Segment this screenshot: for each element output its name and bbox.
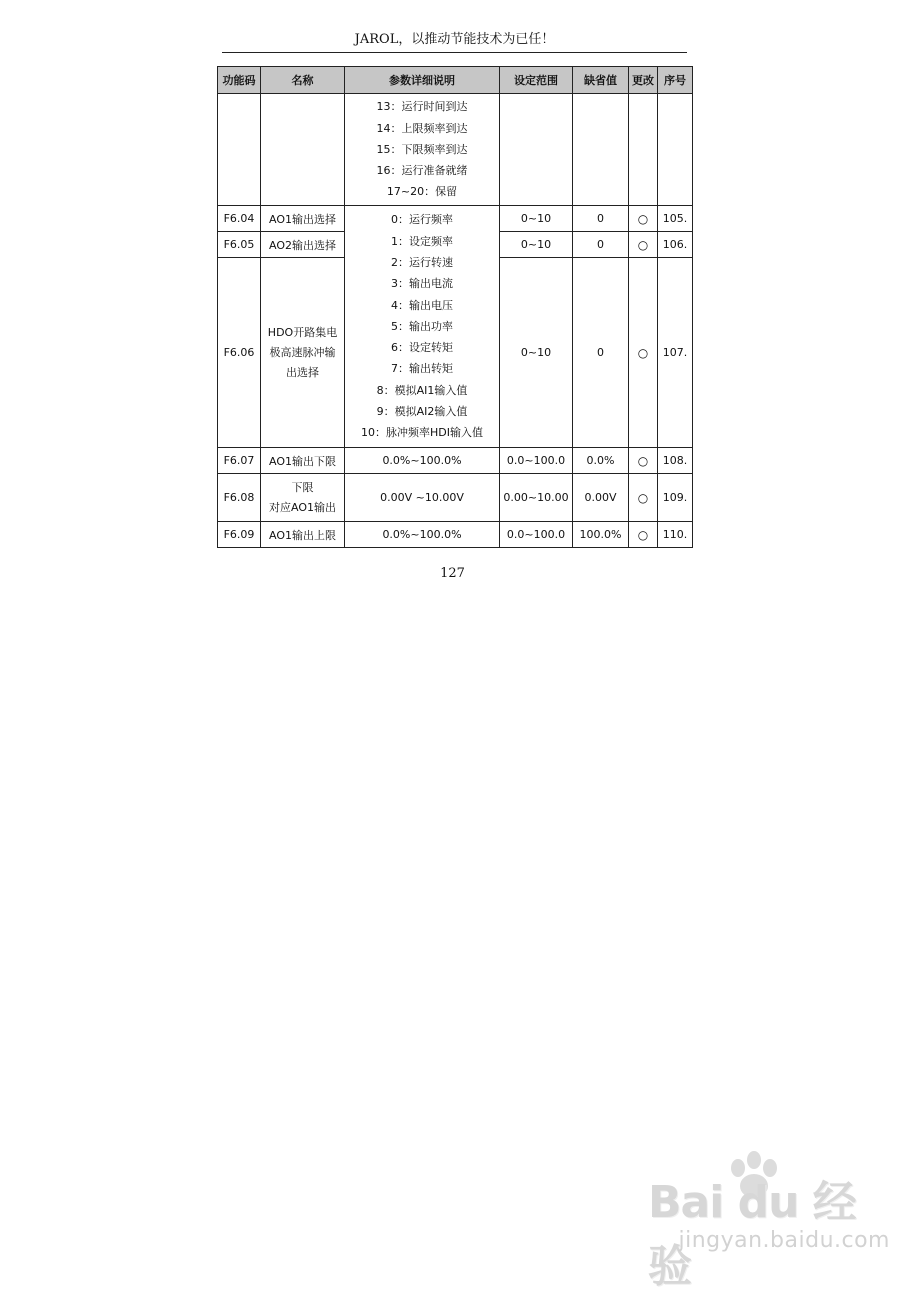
cell-range: 0~10 [500,232,573,258]
cell-seq: 108. [658,448,693,474]
desc-line: 6：设定转矩 [391,341,453,355]
cell-seq [658,94,693,206]
cell-code: F6.09 [218,522,261,548]
desc-line: 9：模拟AI2输入值 [376,405,468,419]
cell-seq: 106. [658,232,693,258]
cell-desc: 0.0%~100.0% [345,448,500,474]
cell-change: ○ [629,474,658,522]
cell-desc-shared [345,206,500,448]
cell-change: ○ [629,258,658,448]
desc-line: 10：脉冲频率HDI输入值 [361,426,483,440]
desc-line: 0：运行频率 [391,213,453,227]
table-row [218,448,693,474]
desc-line: 2：运行转速 [391,255,453,269]
table-header-row [218,67,693,94]
watermark-brand: Bai du 经验 [648,1177,856,1292]
table-row [218,474,693,522]
cell-name: AO1输出选择 [261,206,345,232]
cell-default: 0 [573,206,629,232]
cell-desc: 0.00V ~10.00V [345,474,500,522]
cell-name [261,94,345,206]
table-row [218,206,693,232]
cell-name: AO2输出选择 [261,232,345,258]
cell-code: F6.08 [218,474,261,522]
cell-seq: 109. [658,474,693,522]
col-header-default: 缺省值 [573,67,629,94]
desc-line: 1：设定频率 [391,234,453,248]
cell-default: 0 [573,258,629,448]
cell-change: ○ [629,448,658,474]
desc-line: 4：输出电压 [391,298,453,312]
cell-name [261,258,345,448]
header-title: JAROL，以推动节能技术为已任！ [354,32,555,47]
name-line: 下限 [291,480,314,494]
cell-name [261,474,345,522]
cell-seq: 110. [658,522,693,548]
cell-change: ○ [629,206,658,232]
watermark-site: jingyan.baidu.com [678,1228,890,1253]
desc-line: 14：上限频率到达 [376,121,468,135]
desc-line: 7：输出转矩 [391,362,453,376]
cell-name: AO1输出下限 [261,448,345,474]
cell-default: 100.0% [573,522,629,548]
cell-range: 0.0~100.0 [500,448,573,474]
page-header [222,30,687,53]
cell-desc [345,94,500,206]
cell-code: F6.04 [218,206,261,232]
cell-range: 0.0~100.0 [500,522,573,548]
cell-range: 0~10 [500,206,573,232]
cell-range: 0.00~10.00 [500,474,573,522]
cell-seq: 105. [658,206,693,232]
cell-change: ○ [629,232,658,258]
name-line: 出选择 [286,365,319,379]
col-header-name: 名称 [261,67,345,94]
name-line: 对应AO1输出 [269,500,336,514]
col-header-code: 功能码 [218,67,261,94]
desc-line: 8：模拟AI1输入值 [376,383,468,397]
col-header-seq: 序号 [658,67,693,94]
cell-range [500,94,573,206]
cell-name: AO1输出上限 [261,522,345,548]
cell-default [573,94,629,206]
cell-default: 0.0% [573,448,629,474]
col-header-desc: 参数详细说明 [345,67,500,94]
desc-line: 15：下限频率到达 [376,142,468,156]
table-row [218,522,693,548]
desc-line: 13：运行时间到达 [376,100,468,114]
desc-list [345,209,499,443]
name-line: 极高速脉冲输 [269,345,336,359]
cell-change [629,94,658,206]
desc-list [345,96,499,202]
cell-code: F6.06 [218,258,261,448]
cell-seq: 107. [658,258,693,448]
cell-code: F6.05 [218,232,261,258]
baidu-jingyan-watermark [640,1150,890,1292]
col-header-change: 更改 [629,67,658,94]
cell-change: ○ [629,522,658,548]
cell-code [218,94,261,206]
desc-line: 3：输出电流 [391,277,453,291]
page-number: 127 [440,566,465,581]
desc-line: 5：输出功率 [391,319,453,333]
cell-range: 0~10 [500,258,573,448]
desc-line: 16：运行准备就绪 [376,164,468,178]
cell-default: 0 [573,232,629,258]
cell-default: 0.00V [573,474,629,522]
cell-code: F6.07 [218,448,261,474]
col-header-range: 设定范围 [500,67,573,94]
cell-desc: 0.0%~100.0% [345,522,500,548]
name-line: HDO开路集电 [267,325,338,339]
parameter-table [217,66,693,548]
desc-line: 17~20：保留 [386,185,458,199]
table-row [218,94,693,206]
